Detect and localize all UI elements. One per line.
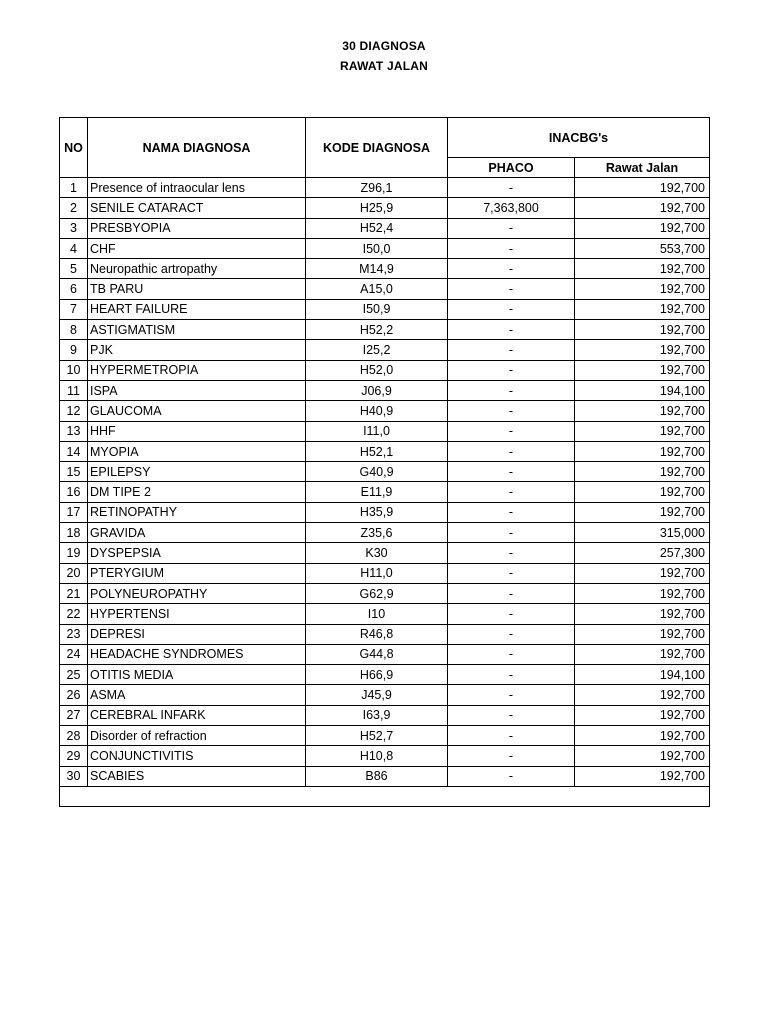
table-row [60,340,710,360]
row-number: 15 [60,462,88,482]
diagnosis-code: I11,0 [306,421,448,441]
diagnosis-name: ASMA [88,685,306,705]
row-number: 30 [60,766,88,786]
row-number: 26 [60,685,88,705]
table-row [60,523,710,543]
rawat-jalan-tariff: 192,700 [575,462,710,482]
row-number: 14 [60,441,88,461]
diagnosis-name: CONJUNCTIVITIS [88,746,306,766]
table-row [60,299,710,319]
diagnosis-code: H35,9 [306,502,448,522]
row-number: 24 [60,644,88,664]
row-number: 25 [60,665,88,685]
phaco-tariff: - [448,279,575,299]
diagnosis-name: CHF [88,238,306,258]
diagnosis-code: B86 [306,766,448,786]
diagnosis-code: G62,9 [306,583,448,603]
header-no: NO [60,118,88,178]
row-number: 5 [60,259,88,279]
rawat-jalan-tariff: 192,700 [575,299,710,319]
diagnosis-code: G40,9 [306,462,448,482]
diagnosis-code: R46,8 [306,624,448,644]
table-blank-row [60,786,710,806]
header-inacbg: INACBG's [448,118,710,158]
diagnosis-name: Disorder of refraction [88,726,306,746]
row-number: 29 [60,746,88,766]
diagnosis-name: PTERYGIUM [88,563,306,583]
rawat-jalan-tariff: 192,700 [575,198,710,218]
row-number: 3 [60,218,88,238]
row-number: 21 [60,583,88,603]
phaco-tariff: - [448,441,575,461]
table-row [60,462,710,482]
row-number: 13 [60,421,88,441]
diagnosis-code: H52,7 [306,726,448,746]
diagnosis-name: RETINOPATHY [88,502,306,522]
table-row [60,178,710,198]
table-row [60,279,710,299]
rawat-jalan-tariff: 192,700 [575,178,710,198]
phaco-tariff: - [448,583,575,603]
phaco-tariff: - [448,178,575,198]
table-row [60,441,710,461]
rawat-jalan-tariff: 192,700 [575,563,710,583]
rawat-jalan-tariff: 194,100 [575,380,710,400]
phaco-tariff: - [448,685,575,705]
phaco-tariff: - [448,238,575,258]
row-number: 17 [60,502,88,522]
table-row [60,482,710,502]
row-number: 2 [60,198,88,218]
rawat-jalan-tariff: 192,700 [575,746,710,766]
table-row [60,421,710,441]
phaco-tariff: - [448,644,575,664]
rawat-jalan-tariff: 192,700 [575,320,710,340]
row-number: 4 [60,238,88,258]
diagnosis-name: Neuropathic artropathy [88,259,306,279]
diagnosis-name: GRAVIDA [88,523,306,543]
header-kode-diagnosa: KODE DIAGNOSA [306,118,448,178]
diagnosis-code: H11,0 [306,563,448,583]
rawat-jalan-tariff: 192,700 [575,259,710,279]
diagnosis-code: I50,0 [306,238,448,258]
row-number: 27 [60,705,88,725]
diagnosis-code: A15,0 [306,279,448,299]
header-rawat-jalan: Rawat Jalan [575,158,710,178]
rawat-jalan-tariff: 192,700 [575,624,710,644]
rawat-jalan-tariff: 192,700 [575,360,710,380]
table-row [60,624,710,644]
rawat-jalan-tariff: 192,700 [575,685,710,705]
table-row [60,320,710,340]
rawat-jalan-tariff: 192,700 [575,766,710,786]
diagnosis-name: Presence of intraocular lens [88,178,306,198]
rawat-jalan-tariff: 192,700 [575,726,710,746]
row-number: 9 [60,340,88,360]
table-row [60,746,710,766]
rawat-jalan-tariff: 553,700 [575,238,710,258]
phaco-tariff: - [448,259,575,279]
diagnosis-code: I25,2 [306,340,448,360]
rawat-jalan-tariff: 192,700 [575,604,710,624]
phaco-tariff: - [448,421,575,441]
table-row [60,238,710,258]
table-row [60,563,710,583]
rawat-jalan-tariff: 192,700 [575,279,710,299]
diagnosis-code: H10,8 [306,746,448,766]
phaco-tariff: - [448,462,575,482]
diagnosis-code: I50,9 [306,299,448,319]
table-row [60,644,710,664]
row-number: 8 [60,320,88,340]
phaco-tariff: - [448,563,575,583]
diagnosis-name: HEART FAILURE [88,299,306,319]
row-number: 28 [60,726,88,746]
phaco-tariff: - [448,401,575,421]
diagnosis-code: M14,9 [306,259,448,279]
diagnosis-name: SENILE CATARACT [88,198,306,218]
row-number: 22 [60,604,88,624]
row-number: 7 [60,299,88,319]
rawat-jalan-tariff: 192,700 [575,502,710,522]
phaco-tariff: - [448,299,575,319]
row-number: 1 [60,178,88,198]
phaco-tariff: - [448,604,575,624]
phaco-tariff: - [448,665,575,685]
diagnosis-name: ASTIGMATISM [88,320,306,340]
table-row [60,726,710,746]
diagnosis-code: H52,2 [306,320,448,340]
rawat-jalan-tariff: 192,700 [575,218,710,238]
rawat-jalan-tariff: 192,700 [575,401,710,421]
diagnosis-name: MYOPIA [88,441,306,461]
rawat-jalan-tariff: 257,300 [575,543,710,563]
row-number: 16 [60,482,88,502]
diagnosis-code: H40,9 [306,401,448,421]
rawat-jalan-tariff: 192,700 [575,340,710,360]
diagnosis-code: H66,9 [306,665,448,685]
blank-cell [60,786,710,806]
diagnosis-code: H52,1 [306,441,448,461]
diagnosis-name: PJK [88,340,306,360]
table-row [60,401,710,421]
phaco-tariff: - [448,502,575,522]
phaco-tariff: - [448,340,575,360]
diagnosis-code: Z96,1 [306,178,448,198]
phaco-tariff: - [448,523,575,543]
header-phaco: PHACO [448,158,575,178]
diagnosis-code: K30 [306,543,448,563]
table-row [60,685,710,705]
document-subtitle: RAWAT JALAN [340,59,428,73]
phaco-tariff: - [448,705,575,725]
row-number: 11 [60,380,88,400]
table-row [60,766,710,786]
diagnosis-code: H52,4 [306,218,448,238]
diagnosis-table [59,117,710,807]
diagnosis-name: GLAUCOMA [88,401,306,421]
diagnosis-name: EPILEPSY [88,462,306,482]
row-number: 10 [60,360,88,380]
phaco-tariff: - [448,482,575,502]
diagnosis-name: POLYNEUROPATHY [88,583,306,603]
phaco-tariff: - [448,380,575,400]
diagnosis-code: Z35,6 [306,523,448,543]
header-nama-diagnosa: NAMA DIAGNOSA [88,118,306,178]
diagnosis-name: ISPA [88,380,306,400]
diagnosis-code: J45,9 [306,685,448,705]
row-number: 6 [60,279,88,299]
table-row [60,198,710,218]
table-row [60,604,710,624]
diagnosis-code: I63,9 [306,705,448,725]
table-row [60,259,710,279]
diagnosis-name: PRESBYOPIA [88,218,306,238]
diagnosis-name: HYPERTENSI [88,604,306,624]
rawat-jalan-tariff: 192,700 [575,705,710,725]
table-row [60,543,710,563]
diagnosis-code: H25,9 [306,198,448,218]
document-title: 30 DIAGNOSA [342,39,426,53]
phaco-tariff: - [448,543,575,563]
table-row [60,705,710,725]
diagnosis-code: E11,9 [306,482,448,502]
table-row [60,380,710,400]
diagnosis-code: J06,9 [306,380,448,400]
rawat-jalan-tariff: 192,700 [575,644,710,664]
diagnosis-name: HYPERMETROPIA [88,360,306,380]
diagnosis-code: I10 [306,604,448,624]
row-number: 19 [60,543,88,563]
phaco-tariff: - [448,746,575,766]
rawat-jalan-tariff: 192,700 [575,421,710,441]
rawat-jalan-tariff: 192,700 [575,482,710,502]
row-number: 12 [60,401,88,421]
diagnosis-name: SCABIES [88,766,306,786]
phaco-tariff: - [448,726,575,746]
diagnosis-name: DM TIPE 2 [88,482,306,502]
diagnosis-code: H52,0 [306,360,448,380]
diagnosis-name: DYSPEPSIA [88,543,306,563]
phaco-tariff: - [448,320,575,340]
table-row [60,502,710,522]
table-row [60,218,710,238]
phaco-tariff: - [448,766,575,786]
rawat-jalan-tariff: 192,700 [575,441,710,461]
phaco-tariff: - [448,360,575,380]
row-number: 23 [60,624,88,644]
table-row [60,360,710,380]
rawat-jalan-tariff: 315,000 [575,523,710,543]
diagnosis-name: OTITIS MEDIA [88,665,306,685]
diagnosis-code: G44,8 [306,644,448,664]
row-number: 20 [60,563,88,583]
diagnosis-name: HEADACHE SYNDROMES [88,644,306,664]
phaco-tariff: - [448,624,575,644]
diagnosis-name: TB PARU [88,279,306,299]
table-row [60,665,710,685]
phaco-tariff: 7,363,800 [448,198,575,218]
rawat-jalan-tariff: 194,100 [575,665,710,685]
rawat-jalan-tariff: 192,700 [575,583,710,603]
diagnosis-name: DEPRESI [88,624,306,644]
diagnosis-name: HHF [88,421,306,441]
phaco-tariff: - [448,218,575,238]
row-number: 18 [60,523,88,543]
diagnosis-name: CEREBRAL INFARK [88,705,306,725]
table-row [60,583,710,603]
